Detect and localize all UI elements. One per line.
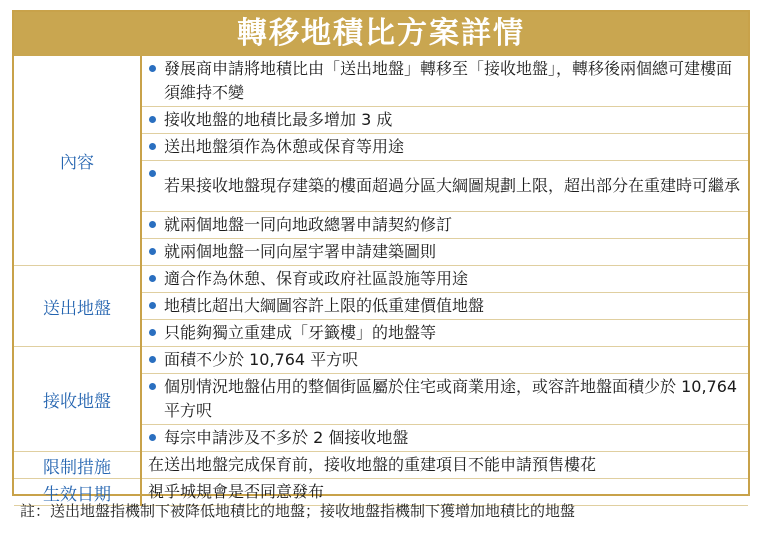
list-item: 地積比超出大綱圖容許上限的低重建價值地盤 xyxy=(141,293,748,320)
bullet-icon xyxy=(149,329,156,336)
list-item: 就兩個地盤一同向屋宇署申請建築圖則 xyxy=(141,239,748,266)
list-item: 送出地盤須作為休憩或保育等用途 xyxy=(141,134,748,161)
list-item: 就兩個地盤一同向地政總署申請契約修訂 xyxy=(141,212,748,239)
category-restrictions: 限制措施 xyxy=(14,452,141,479)
category-receiving-site: 接收地盤 xyxy=(14,347,141,452)
bullet-icon xyxy=(149,275,156,282)
restrictions-text: 在送出地盤完成保育前，接收地盤的重建項目不能申請預售樓花 xyxy=(141,452,748,479)
list-item: 接收地盤的地積比最多增加 3 成 xyxy=(141,107,748,134)
table-row xyxy=(14,56,748,107)
list-item: 發展商申請將地積比由「送出地盤」轉移至「接收地盤」，轉移後兩個總可建樓面須維持不變 xyxy=(141,56,748,107)
list-item: 面積不少於 10,764 平方呎 xyxy=(141,347,748,374)
bullet-icon xyxy=(149,434,156,441)
category-content: 內容 xyxy=(14,56,141,266)
table-row xyxy=(14,452,748,479)
bullet-icon xyxy=(149,170,156,177)
footnote: 註：送出地盤指機制下被降低地積比的地盤；接收地盤指機制下獲增加地積比的地盤 xyxy=(20,502,576,520)
bullet-icon xyxy=(149,65,156,72)
info-card xyxy=(12,10,750,505)
bullet-icon xyxy=(149,248,156,255)
category-effective-date: 生效日期 xyxy=(14,479,141,506)
bullet-icon xyxy=(149,143,156,150)
list-item: 個別情況地盤佔用的整個街區屬於住宅或商業用途，或容許地盤面積少於 10,764 平方呎 xyxy=(141,374,748,425)
table-row xyxy=(14,347,748,374)
bullet-icon xyxy=(149,356,156,363)
bullet-icon xyxy=(149,116,156,123)
list-item: 只能夠獨立重建成「牙籤樓」的地盤等 xyxy=(141,320,748,347)
details-table xyxy=(14,56,748,506)
list-item: 若果接收地盤現存建築的樓面超過分區大綱圖規劃上限，超出部分在重建時可繼承 xyxy=(141,161,748,212)
bullet-icon xyxy=(149,383,156,390)
card-title: 轉移地積比方案詳情 xyxy=(14,12,748,56)
bullet-icon xyxy=(149,221,156,228)
effective-date-text: 視乎城規會是否同意發布 xyxy=(141,479,748,506)
category-sending-site: 送出地盤 xyxy=(14,266,141,347)
bullet-icon xyxy=(149,302,156,309)
list-item: 每宗申請涉及不多於 2 個接收地盤 xyxy=(141,425,748,452)
list-item: 適合作為休憩、保育或政府社區設施等用途 xyxy=(141,266,748,293)
table-row xyxy=(14,266,748,293)
